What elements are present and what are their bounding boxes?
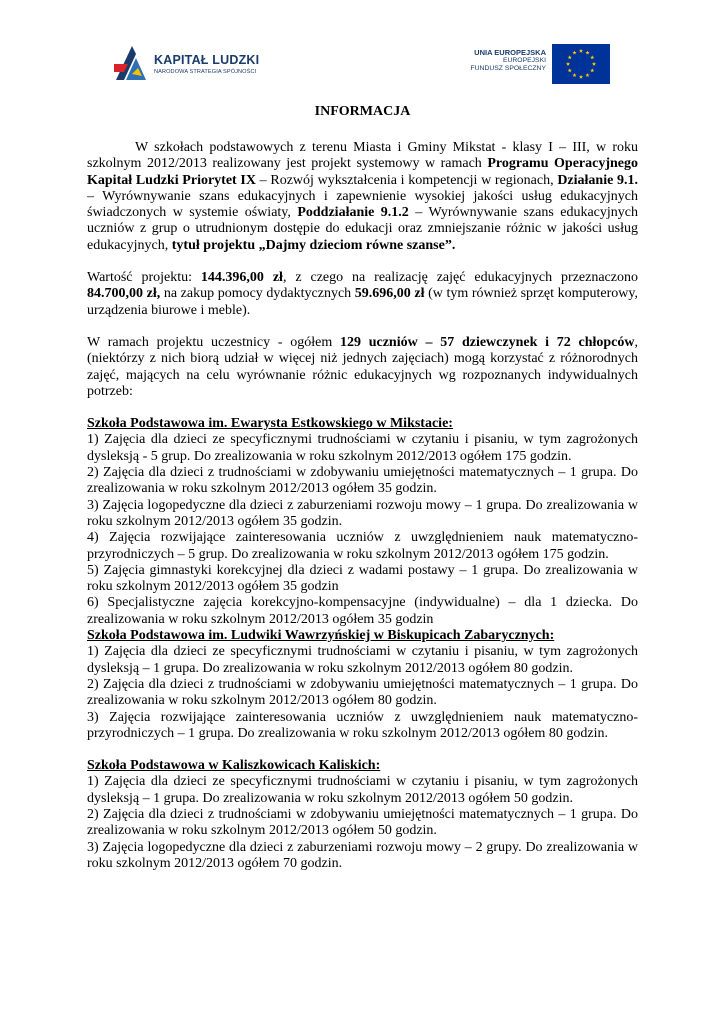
school-1-item: 4) Zajęcia rozwijające zainteresowania uczniów z uwzględnieniem nauk matematyczno-przyrodniczych – 5 grup. Do zrealizowania w roku szkolnym 2012/2013 ogółem 175 godzin. [87,530,638,562]
intro-paragraph [87,140,638,254]
school-1-item: 3) Zajęcia logopedyczne dla dzieci z zaburzeniami rozwoju mowy – 1 grupa. Do zrealizowania w roku szkolnym 2012/2013 ogółem 35 godzin. [87,497,638,529]
kapital-ludzki-title: KAPITAŁ LUDZKI [154,53,260,67]
kapital-ludzki-logo-icon [112,44,150,84]
intro-bold-4: tytuł projektu „Dajmy dzieciom równe szanse”. [171,237,456,253]
document-body [87,140,638,872]
intro-bold-2: Działanie 9.1. [557,172,639,188]
value-text-3: na zakup pomocy dydaktycznych [160,286,355,302]
intro-text-3: – Wyrównywanie szans edukacyjnych i zapewnienie wysokiej jakości usług edukacyjnych świadczonych w systemie oświaty, [87,188,638,221]
school-1-heading: Szkoła Podstawowa im. Ewarysta Estkowskiego w Mikstacie: [87,416,453,432]
value-text-2: , z czego na realizację zajęć edukacyjnych przeznaczono [282,270,638,286]
intro-text-4: – Wyrównywanie szans edukacyjnych uczniów z grup o utrudnionym dostępie do edukacji oraz zmniejszanie różnic w jakości usług edukacyjnych, [87,205,638,253]
school-3-item: 1) Zajęcia dla dzieci ze specyficznymi trudnościami w czytaniu i pisaniu, w tym zagrożonych dysleksją – 1 grupa. Do zrealizowania w roku szkolnym 2012/2013 ogółem 50 godzin. [87,774,638,806]
intro-bold-1: Programu Operacyjnego Kapitał Ludzki Priorytet IX [87,156,639,188]
school-3-item: 2) Zajęcia dla dzieci z trudnościami w zdobywaniu umiejętności matematycznych – 1 grupa. Do zrealizowania w roku szkolnym 2012/2013 ogółem 50 godzin. [87,806,638,839]
value-bold-3: 59.696,00 zł [354,286,425,302]
school-2-item: 2) Zajęcia dla dzieci z trudnościami w zdobywaniu umiejętności matematycznych – 1 grupa. Do zrealizowania w roku szkolnym 2012/2013 ogółem 80 godzin. [87,676,638,709]
eu-flag-icon [552,44,610,84]
value-bold-2: 84.700,00 zł, [87,286,161,302]
school-1-item: 1) Zajęcia dla dzieci ze specyficznymi trudnościami w czytaniu i pisaniu, w tym zagrożonych dysleksją - 5 grup. Do zrealizowania w roku szkolnym 2012/2013 ogółem 175 godzin. [87,432,638,464]
participants-bold-1: 129 uczniów – 57 dziewczynek i 72 chłopców [339,334,635,350]
school-2-item: 3) Zajęcia rozwijające zainteresowania uczniów z uwzględnieniem nauk matematyczno-przyrodniczych – 1 grupa. Do zrealizowania w roku szkolnym 2012/2013 ogółem 80 godzin. [87,709,638,741]
eu-logo [450,44,610,84]
school-3-item: 3) Zajęcia logopedyczne dla dzieci z zaburzeniami rozwoju mowy – 2 grupy. Do zrealizowania w roku szkolnym 2012/2013 ogółem 70 godzin. [87,839,638,871]
value-bold-1: 144.396,00 zł [200,270,283,286]
value-text-1: Wartość projektu: [87,270,201,286]
value-paragraph [87,270,638,319]
eu-logo-line2: EUROPEJSKI [502,57,546,64]
school-1-item: 6) Specjalistyczne zajęcia korekcyjno-kompensacyjne (indywidualne) – dla 1 dziecka. Do zrealizowania w roku szkolnym 2012/2013 ogółem 35 godzin [87,595,638,627]
intro-bold-3: Poddziałanie 9.1.2 [297,205,409,221]
page-title: INFORMACJA [314,104,411,119]
school-2-heading: Szkoła Podstawowa im. Ludwiki Wawrzyńskiej w Biskupicach Zabarycznych: [87,628,555,644]
kapital-ludzki-subtitle: NARODOWA STRATEGIA SPÓJNOŚCI [154,69,257,75]
participants-paragraph [87,335,638,400]
eu-logo-text [470,48,546,73]
school-1-item: 5) Zajęcia gimnastyki korekcyjnej dla dzieci z wadami postawy – 1 grupa. Do zrealizowania w roku szkolnym 2012/2013 ogółem 35 godzin [87,562,638,595]
school-2-item: 1) Zajęcia dla dzieci ze specyficznymi trudnościami w czytaniu i pisaniu, w tym zagrożonych dysleksją – 1 grupa. Do zrealizowania w roku szkolnym 2012/2013 ogółem 80 godzin. [87,644,638,676]
intro-text-2: – Rozwój wykształcenia i kompetencji w regionach, [255,172,558,188]
school-1-item: 2) Zajęcia dla dzieci z trudnościami w zdobywaniu umiejętności matematycznych – 1 grupa. Do zrealizowania w roku szkolnym 2012/2013 ogółem 35 godzin. [87,465,638,497]
kapital-ludzki-logo [112,44,272,84]
school-3-heading: Szkoła Podstawowa w Kaliszkowicach Kaliskich: [87,758,381,774]
participants-text-2: , (niektórzy z nich biorą udział w więcej niż jednych zajęciach) mogą korzystać z różnorodnych zajęć, mających na celu wyrównanie różnic edukacyjnych wg rozpoznanych indywidualnych potrzeb: [87,334,638,399]
eu-logo-line3: FUNDUSZ SPOŁECZNY [470,65,546,72]
value-text-4: (w tym również sprzęt komputerowy, urządzenia biurowe i meble). [87,286,638,318]
intro-text-1: W szkołach podstawowych z terenu Miasta i Gminy Mikstat - klasy I – III, w roku szkolnym 2012/2013 realizowany jest projekt systemowy w ramach [87,140,638,172]
eu-logo-line1: UNIA EUROPEJSKA [474,48,546,57]
participants-text-1: W ramach projektu uczestnicy - ogółem [87,334,340,350]
